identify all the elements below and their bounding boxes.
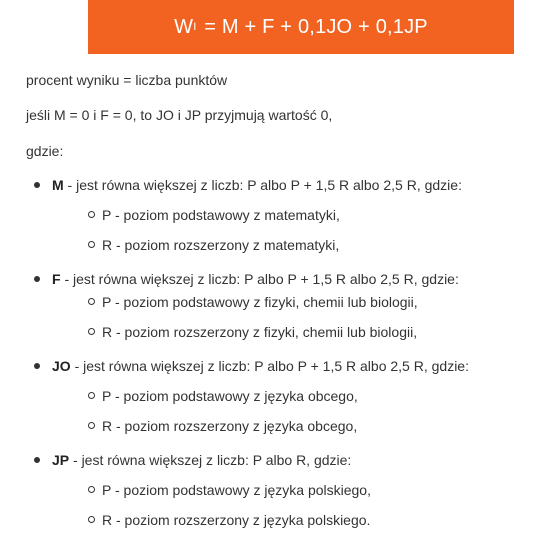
bullet-dot-icon [34, 182, 40, 188]
paragraph-where: gdzie: [26, 143, 64, 159]
sub-list [52, 481, 530, 529]
paragraph-result-percent: procent wyniku = liczba punktów [26, 72, 228, 88]
sub-item [52, 417, 530, 435]
bullet-circle-icon [88, 516, 95, 523]
formula-rest: = M + F + 0,1JO + 0,1JP [198, 15, 428, 38]
sub-item-text: P - poziom podstawowy z języka obcego, [102, 388, 358, 404]
sub-item [52, 206, 530, 224]
sub-item-text: R - poziom rozszerzony z fizyki, chemii lub biologii, [102, 324, 418, 340]
sub-item [52, 387, 530, 405]
definition-item-jp [30, 451, 530, 529]
definition-description: - jest równa większej z liczb: P albo P + 1,5 R albo 2,5 R, gdzie: [63, 177, 462, 193]
bullet-circle-icon [88, 328, 95, 335]
sub-item-text: R - poziom rozszerzony z języka obcego, [102, 418, 358, 434]
sub-item-text: P - poziom podstawowy z matematyki, [102, 207, 340, 223]
formula-w: W [174, 15, 194, 38]
definition-term: JO [52, 358, 71, 374]
bullet-dot-icon [34, 457, 40, 463]
sub-item-text: R - poziom rozszerzony z języka polskiego. [102, 512, 371, 528]
sub-list [52, 206, 530, 254]
sub-list [52, 293, 530, 341]
sub-item-text: R - poziom rozszerzony z matematyki, [102, 237, 340, 253]
formula-w-subscript: I [193, 21, 197, 33]
definition-description: - jest równa większej z liczb: P albo P + 1,5 R albo 2,5 R, gdzie: [70, 358, 469, 374]
sub-item [52, 323, 530, 341]
definition-item-f [30, 270, 530, 341]
sub-item [52, 481, 530, 499]
bullet-circle-icon [88, 486, 95, 493]
definition-term: F [52, 271, 61, 287]
paragraph-zero-rule: jeśli M = 0 i F = 0, to JO i JP przyjmują wartość 0, [26, 107, 333, 123]
definition-item-m [30, 176, 530, 254]
bullet-circle-icon [88, 298, 95, 305]
definition-term: M [52, 177, 64, 193]
formula-banner [88, 0, 514, 54]
bullet-circle-icon [88, 392, 95, 399]
bullet-dot-icon [34, 363, 40, 369]
definition-description: - jest równa większej z liczb: P albo R, gdzie: [69, 452, 352, 468]
sub-item-text: P - poziom podstawowy z fizyki, chemii lub biologii, [102, 294, 418, 310]
sub-item-text: P - poziom podstawowy z języka polskiego, [102, 482, 371, 498]
bullet-circle-icon [88, 422, 95, 429]
definition-item-jo [30, 357, 530, 435]
bullet-dot-icon [34, 276, 40, 282]
sub-item [52, 236, 530, 254]
definition-description: - jest równa większej z liczb: P albo P + 1,5 R albo 2,5 R, gdzie: [60, 271, 459, 287]
bullet-circle-icon [88, 241, 95, 248]
bullet-circle-icon [88, 211, 95, 218]
definition-term: JP [52, 452, 70, 468]
definition-list [30, 176, 530, 529]
sub-item [52, 511, 530, 529]
sub-item [52, 293, 530, 311]
sub-list [52, 387, 530, 435]
